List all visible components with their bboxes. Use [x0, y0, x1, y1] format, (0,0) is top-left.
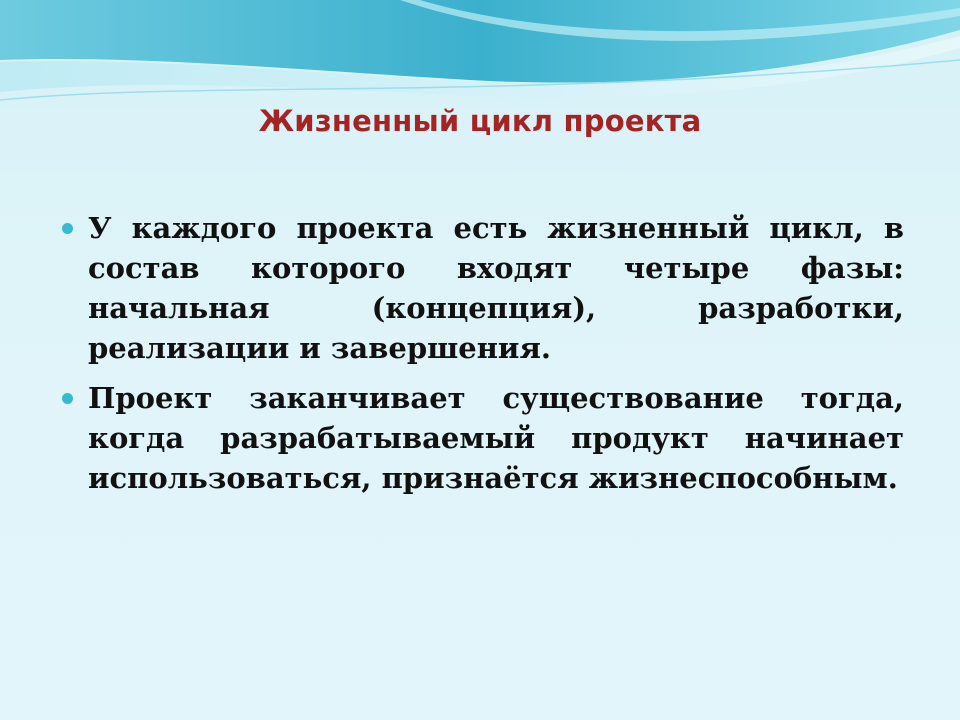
slide-title: Жизненный цикл проекта	[258, 104, 702, 138]
bullet-dot-icon	[62, 223, 73, 234]
bullet-list	[62, 208, 904, 508]
decorative-waves	[0, 0, 960, 120]
bullet-item	[62, 378, 904, 498]
bullet-dot-icon	[62, 393, 73, 404]
bullet-text: У каждого проекта есть жизненный цикл, в состав которого входят четыре фазы: начальная (концепция), разработки, реализации и завершения.	[88, 211, 904, 365]
bullet-text: Проект заканчивает существование тогда, когда разрабатываемый продукт начинает использоваться, признаётся жизнеспособным.	[88, 381, 904, 495]
bullet-item	[62, 208, 904, 368]
